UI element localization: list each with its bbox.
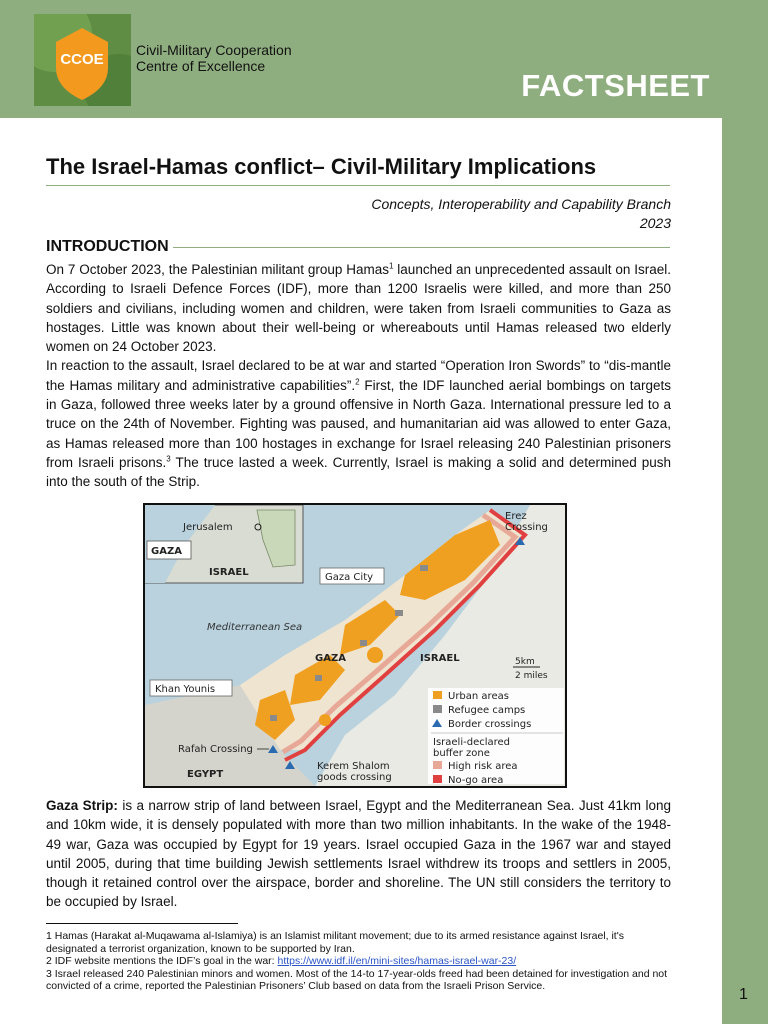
svg-text:ISRAEL: ISRAEL [209,567,249,578]
footnote-2: 2 IDF website mentions the IDF’s goal in the war: https://www.idf.il/en/mini-sites/hamas-israel-war-23/ [46,955,517,968]
svg-text:Israeli-declared: Israeli-declared [433,737,511,748]
idf-website-link[interactable]: https://www.idf.il/en/mini-sites/hamas-israel-war-23/ [277,955,517,968]
header-band [0,0,768,118]
footnote-3: 3 Israel released 240 Palestinian minors and women. Most of the 14-to 17-year-olds freed had been detained for investigation and not convicted of a crime, reported the Palestinian Prisoners’ Club based on data from the Israeli Prison Service. [46,967,668,993]
logo-emblem-icon [34,14,131,106]
introduction-body [46,260,671,492]
svg-text:Jerusalem: Jerusalem [183,522,233,533]
svg-text:Rafah Crossing: Rafah Crossing [178,744,253,755]
svg-text:goods crossing: goods crossing [317,772,392,783]
page-title: The Israel-Hamas conflict– Civil-Military Implications [46,154,597,179]
introduction-heading: INTRODUCTION [46,238,173,256]
svg-text:Refugee camps: Refugee camps [448,705,526,716]
org-name-line2: Centre of Excellence [136,58,266,74]
gaza-strip-text: is a narrow strip of land between Israel, Egypt and the Mediterranean Sea. Just 41km long and 10km wide, it is densely populated with more than two million inhabitants. In the wake of the 1948-49 war, Gaza was occupied by Egypt for 19 years. Israel occupied Gaza in the 1967 war and stayed until 2005, during that time building Jewish settlements Israel withdrew its troops and settlers in 2005, though it retained control over the airspace, border and shoreline. The UN still considers the territory to be occupied by Israel. [46,798,671,910]
gaza-map [143,503,567,788]
footnote-ref-2[interactable]: 2 [355,377,360,387]
svg-text:CCOE: CCOE [60,51,104,68]
svg-text:buffer zone: buffer zone [433,748,490,759]
gaza-strip-label: Gaza Strip: [46,798,118,813]
svg-text:Urban areas: Urban areas [448,691,509,702]
page-content [0,118,722,1024]
inset-map [145,505,303,583]
svg-text:GAZA: GAZA [315,653,346,664]
svg-text:EGYPT: EGYPT [187,769,224,780]
org-name-line1: Civil-Military Cooperation [136,42,292,58]
branch-year: 2023 [639,215,671,231]
svg-text:5km: 5km [515,657,535,667]
footnote-1: 1 Hamas (Harakat al-Muqawama al-Islamiya) is an Islamist militant movement; due to its armed resistance against Israel, it's designated a terrorist organization, known to be supported by Iran. [46,930,624,955]
ccoe-logo [34,14,131,106]
branch-info [371,195,671,233]
title-divider [46,185,670,186]
svg-text:GAZA: GAZA [151,546,182,557]
footnotes [46,930,671,993]
intro-paragraph-2: In reaction to the assault, Israel declared to be at war and started “Operation Iron Swords” to “dis-mantle the Hamas military and administrative capabilities”.$^2$ First, the IDF launched aerial bombings on targets in Gaza, followed three weeks later by a ground offensive in North Gaza. International pressure led to a truce on the 24th of November. Fighting was paused, and humanitarian aid was allowed to enter Gaza, as Hamas released more than 100 hostages in exchange for Israel releasing 240 Palestinian prisoners from Israeli prisons.$^3$ The truce lasted a week. Currently, Israel is making a solid and determined push into the south of the Strip. [46,358,671,490]
svg-text:Border crossings: Border crossings [448,719,532,730]
svg-text:Kerem Shalom: Kerem Shalom [317,761,390,772]
intro-paragraph-1: On 7 October 2023, the Palestinian militant group Hamas$^1$ launched an unprecedented assault on Israel. According to Israeli Defence Forces (IDF), more than 1200 Israelis were killed, and more than 250 soldiers and civilians, including women and children, were taken from Israeli communities to Gaza as hostages. Little was known about their well-being or whereabouts until Hamas released two elderly women on 24 October 2023. [46,261,672,355]
svg-text:Gaza City: Gaza City [325,572,374,583]
svg-text:High risk area: High risk area [448,761,518,772]
svg-text:Crossing: Crossing [505,522,548,533]
branch-name: Concepts, Interoperability and Capability Branch [371,196,671,212]
organization-name [136,42,292,74]
svg-text:2 miles: 2 miles [515,671,548,681]
page-number: 1 [739,986,748,1003]
footnote-divider [46,923,238,924]
document-type-label: FACTSHEET [521,68,710,103]
svg-text:No-go area: No-go area [448,775,504,786]
svg-text:ISRAEL: ISRAEL [420,653,460,664]
gaza-strip-paragraph [46,796,671,912]
footnote-ref-3[interactable]: 3 [166,454,171,464]
svg-text:Erez: Erez [505,511,527,522]
svg-text:Khan Younis: Khan Younis [155,684,216,695]
map-legend [428,688,564,786]
footnote-ref-1[interactable]: 1 [389,261,394,271]
svg-text:Mediterranean Sea: Mediterranean Sea [207,622,303,633]
